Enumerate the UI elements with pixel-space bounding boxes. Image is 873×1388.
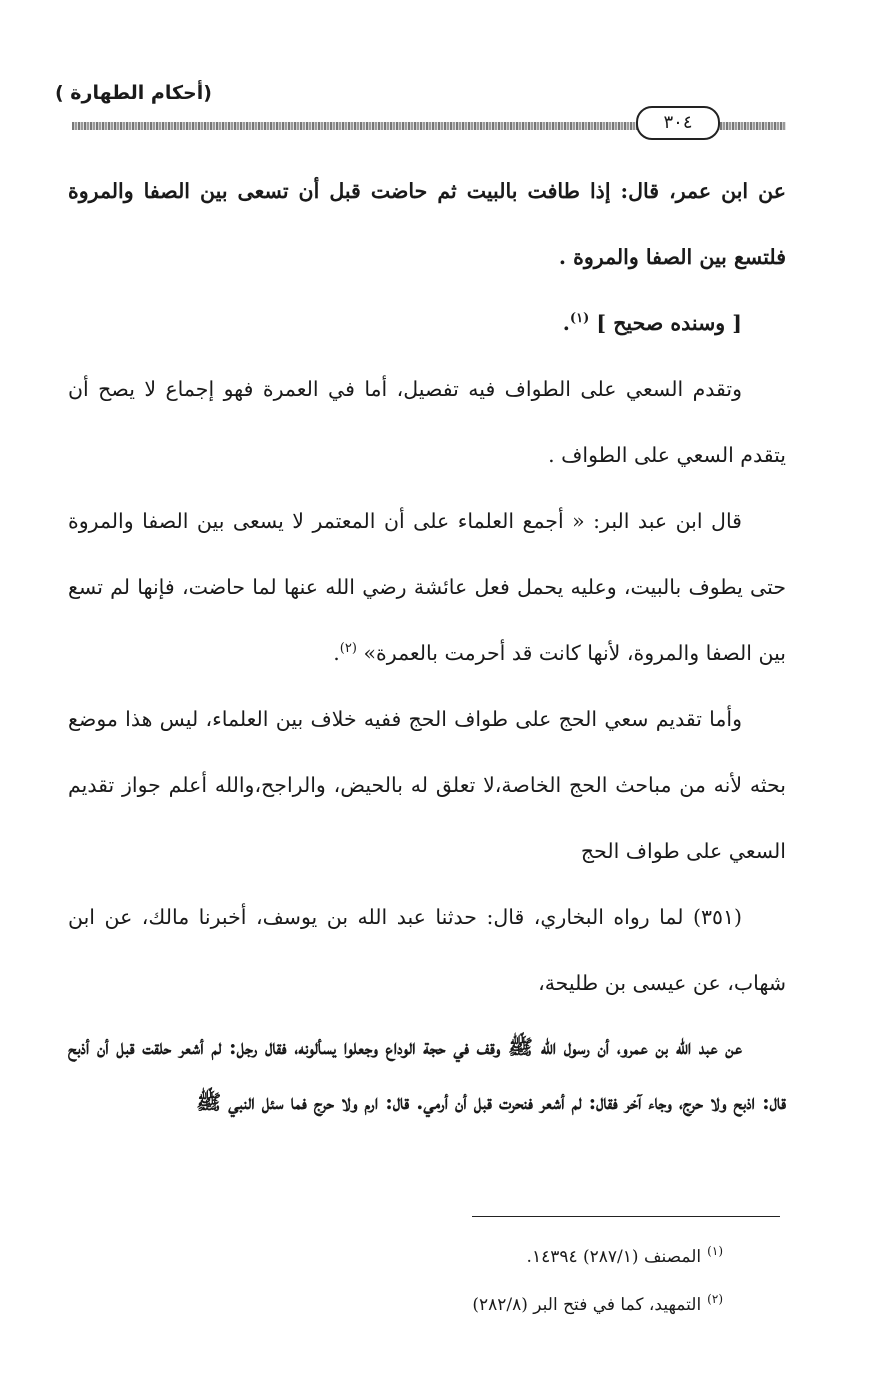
paragraph-ibn-abd-al-barr-quote: قال ابن عبد البر: « أجمع العلماء على أن المعتمر لا يسعى بين الصفا والمروة حتى يطوف بالبيت، وعليه يحمل فعل عائشة رضي الله عنها لما حاضت، فإنها لم تسع بين الصفا والمروة، لأنها كانت قد أحرمت بالعمرة» $^{(٢)}$.	[68, 509, 786, 665]
paragraph-hadith-chain: (٣٥١) لما رواه البخاري، قال: حدثنا عبد الله بن يوسف، أخبرنا مالك، عن ابن شهاب، عن عيسى بن طليحة،	[68, 905, 786, 995]
running-title: (أحكام الطهارة )	[55, 82, 212, 104]
footnote-2	[68, 1281, 723, 1329]
footnote-ref-2: (٢)	[339, 641, 357, 657]
footnote-1	[68, 1233, 723, 1281]
page-number: ٣٠٤	[636, 106, 720, 140]
paragraph-sai-order: وتقدم السعي على الطواف فيه تفصيل، أما في العمرة فهو إجماع لا يصح أن يتقدم السعي على الطواف .	[68, 377, 786, 467]
footnotes	[68, 1233, 723, 1329]
paragraph-athar-ibn-umar	[68, 158, 786, 356]
footnote-mark: (٢)	[707, 1292, 723, 1307]
main-text	[68, 158, 786, 1130]
quote-text: قال ابن عبد البر: « أجمع العلماء على أن المعتمر لا يسعى بين الصفا والمروة حتى يطوف بالبيت، وعليه يحمل فعل عائشة رضي الله عنها لما حاضت، فإنها لم تسع بين الصفا والمروة، لأنها كانت قد أحرمت بالعمرة»	[68, 509, 786, 665]
paragraph-hadith-text: عن عبد الله بن عمرو، أن رسول الله ﷺ وقف في حجة الوداع وجعلوا يسألونه، فقال رجل: لم أشعر حلقت قبل أن أذبح قال: اذبح ولا حرج، وجاء آخر فقال: لم أشعر فنحرت قبل أن أرمي. قال: ارم ولا حرج فما سئل النبي ﷺ	[68, 1035, 786, 1114]
footnote-text: التمهيد، كما في فتح البر (٢٨٢/٨)	[472, 1295, 702, 1315]
grading-text: [ وسنده صحيح ]	[596, 311, 742, 335]
footnote-text: المصنف (٢٨٧/١) ١٤٣٩٤.	[526, 1247, 702, 1267]
grading-note: [ وسنده صحيح ] $^{(١)}$.	[562, 311, 742, 335]
paragraph-text: عن ابن عمر، قال: إذا طافت بالبيت ثم حاضت قبل أن تسعى بين الصفا والمروة فلتسع بين الصفا والمروة .	[68, 179, 786, 269]
paragraph-hajj-sai: وأما تقديم سعي الحج على طواف الحج ففيه خلاف بين العلماء، ليس هذا موضع بحثه لأنه من مباحث الحج الخاصة،لا تعلق له بالحيض، والراجح،والله أعلم جواز تقديم السعي على طواف الحج	[68, 707, 786, 863]
footnote-ref-1: (١)	[569, 311, 590, 327]
footnote-mark: (١)	[707, 1244, 723, 1259]
footnote-separator	[472, 1216, 780, 1217]
